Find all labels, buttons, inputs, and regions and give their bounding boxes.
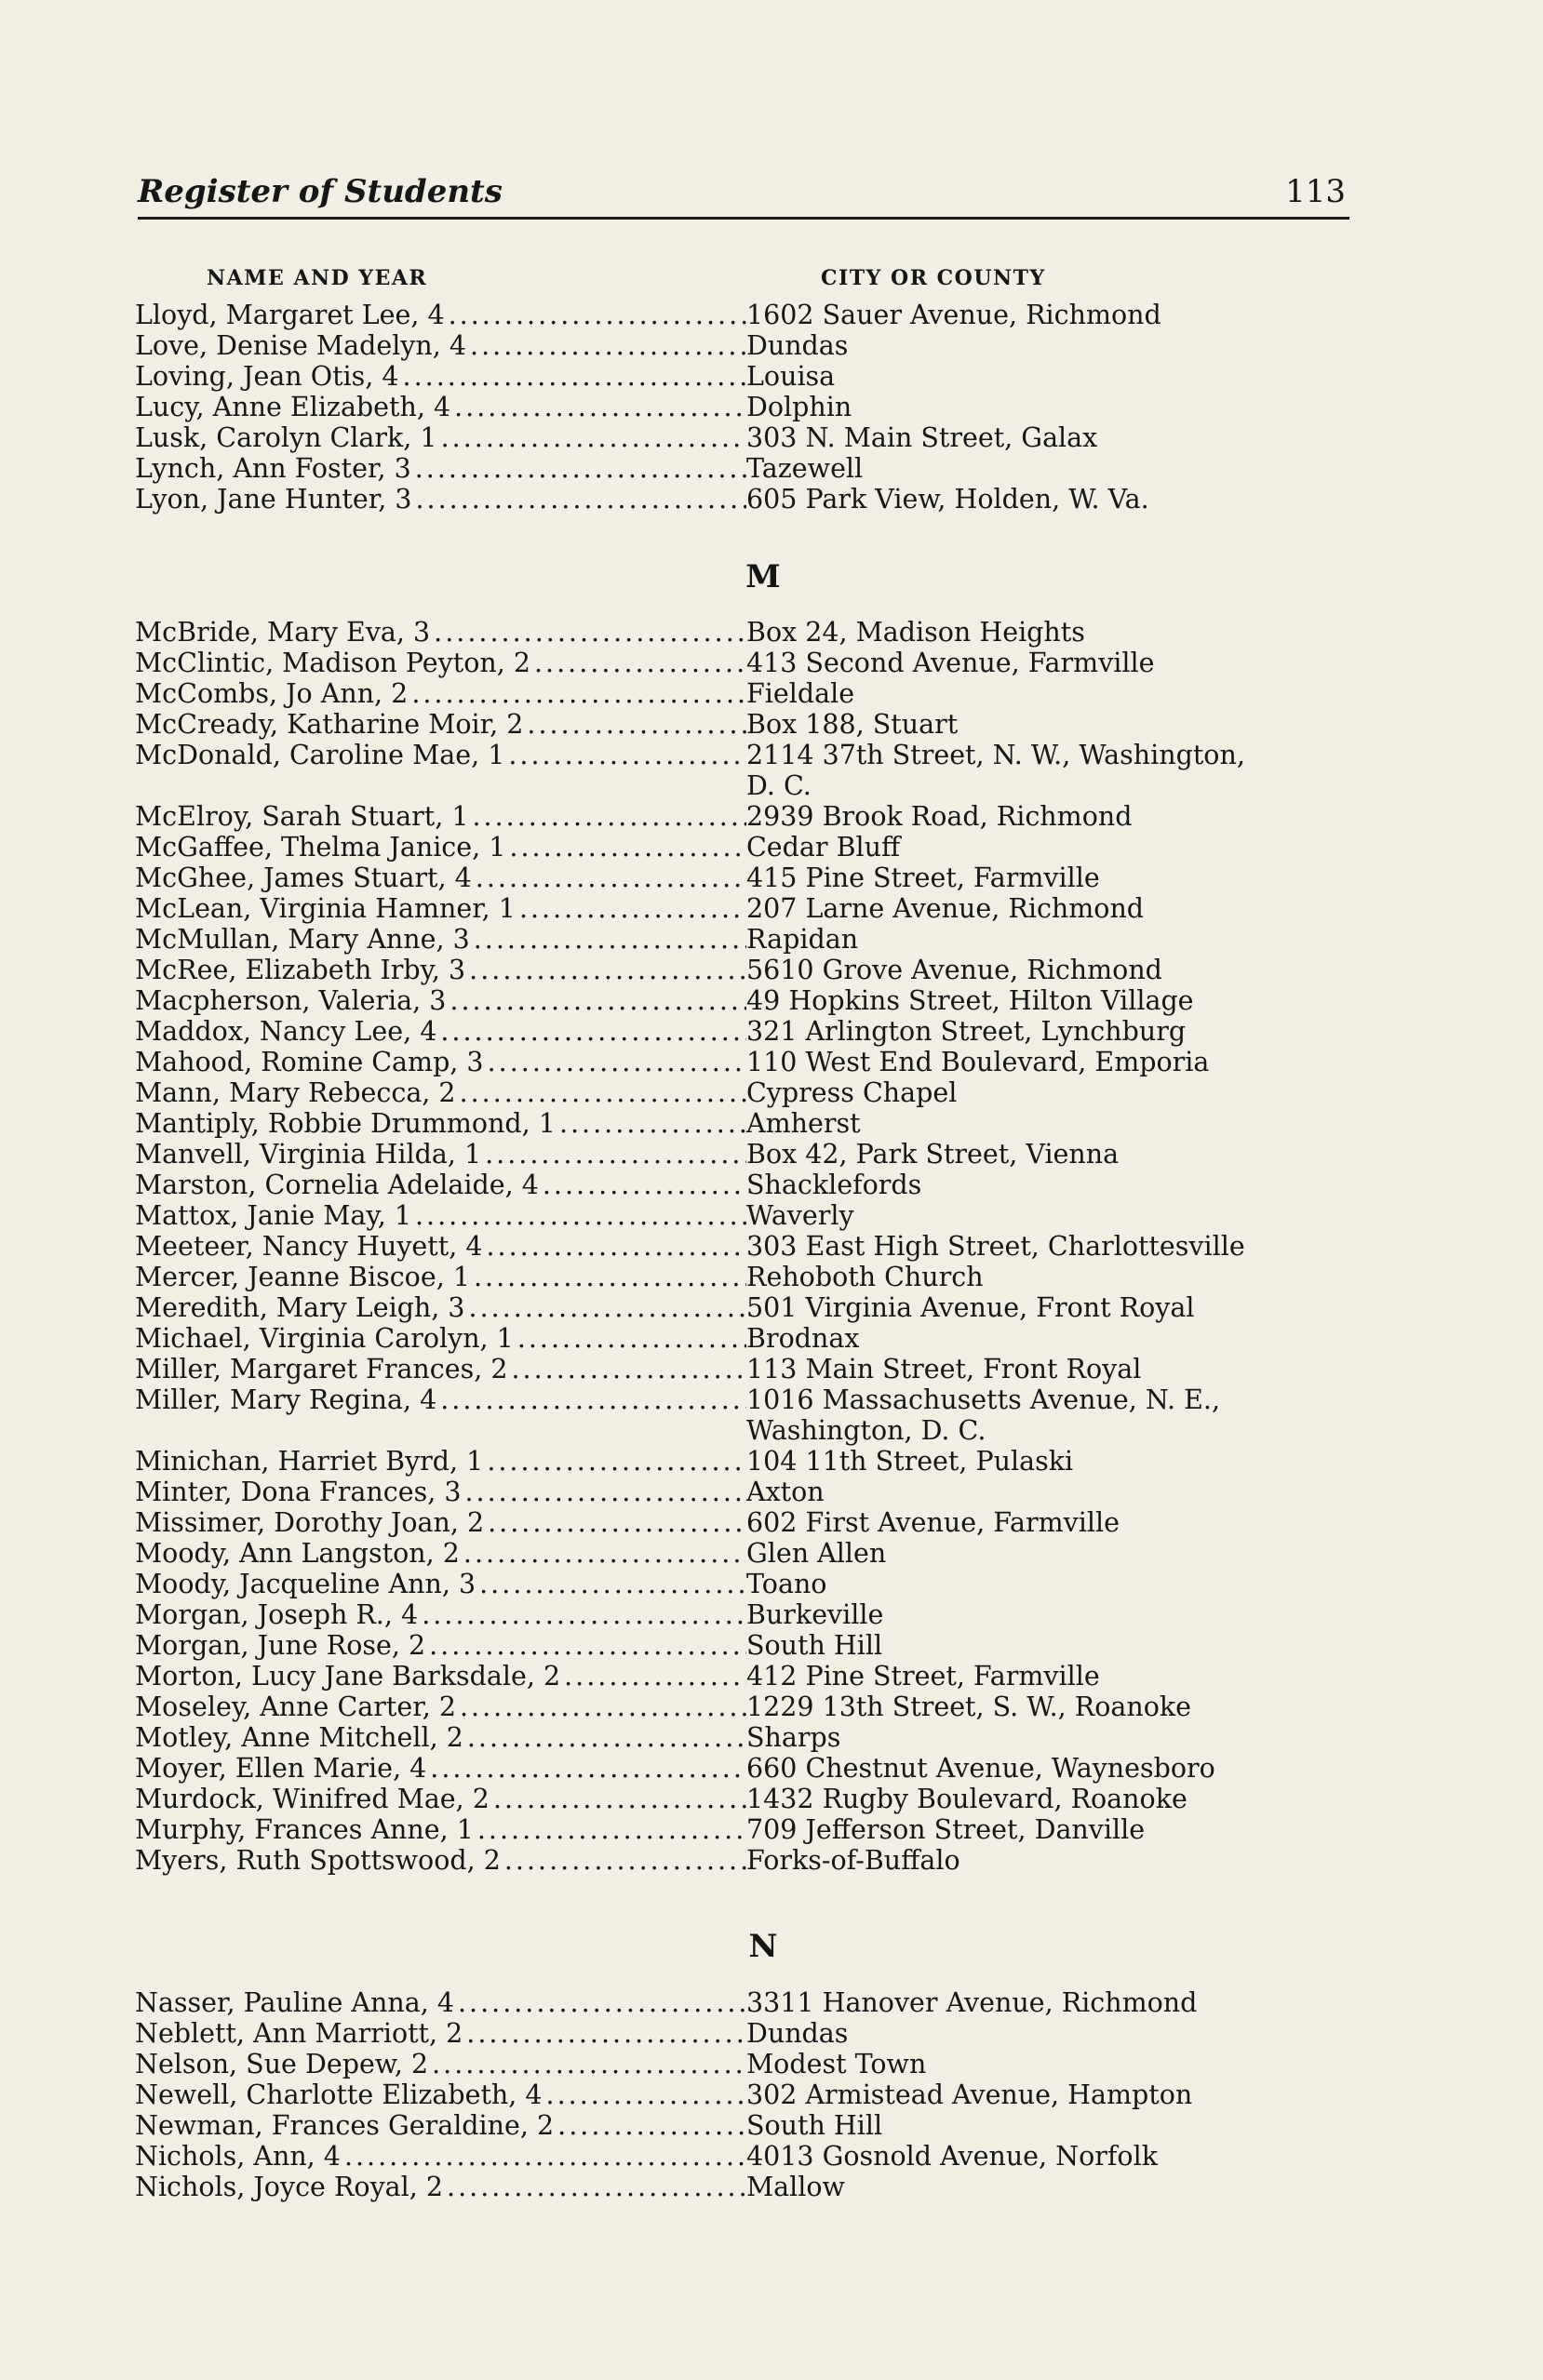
entry-name-cell <box>135 955 746 985</box>
student-location: Toano <box>746 1569 827 1599</box>
student-location: Forks-of-Buffalo <box>746 1845 960 1876</box>
entry-row <box>135 862 1382 893</box>
entry-name-cell <box>135 1047 746 1077</box>
student-name-year: Murdock, Winifred Mae, 2 <box>135 1784 490 1814</box>
column-header-name: NAME AND YEAR <box>207 266 428 290</box>
entry-row <box>135 1108 1382 1139</box>
entry-row <box>135 1262 1382 1292</box>
entry-row <box>135 330 1382 361</box>
student-name-year: Marston, Cornelia Adelaide, 4 <box>135 1170 539 1200</box>
student-name-year: Lynch, Ann Foster, 3 <box>135 453 411 484</box>
entry-row <box>135 1477 1382 1507</box>
entry-name-cell <box>135 392 746 422</box>
entry-row <box>135 1323 1382 1354</box>
entry-row <box>135 1507 1382 1538</box>
student-name-year: Mattox, Janie May, 1 <box>135 1200 411 1231</box>
entry-name-cell <box>135 1538 746 1569</box>
student-name-year: Moyer, Ellen Marie, 4 <box>135 1753 427 1784</box>
entry-row <box>135 1691 1382 1722</box>
entry-row <box>135 2049 1382 2079</box>
student-name-year: Lucy, Anne Elizabeth, 4 <box>135 392 451 422</box>
entry-name-cell <box>135 1569 746 1599</box>
entry-name-cell <box>135 648 746 678</box>
entry-row <box>135 709 1382 740</box>
student-name-year: Lyon, Jane Hunter, 3 <box>135 484 412 515</box>
entry-name-cell <box>135 1384 746 1415</box>
student-location: 303 N. Main Street, Galax <box>746 422 1098 453</box>
student-location: Axton <box>746 1477 825 1507</box>
student-location: 113 Main Street, Front Royal <box>746 1354 1142 1384</box>
student-name-year: Newell, Charlotte Elizabeth, 4 <box>135 2079 543 2110</box>
entry-name-cell <box>135 2172 746 2202</box>
entry-name-cell <box>135 617 746 648</box>
student-location: Modest Town <box>746 2049 927 2079</box>
entry-name-cell <box>135 1292 746 1323</box>
entry-row <box>135 1446 1382 1477</box>
entry-row <box>135 1630 1382 1661</box>
entry-row <box>135 1200 1382 1231</box>
entry-row <box>135 361 1382 392</box>
student-location: Waverly <box>746 1200 854 1231</box>
page-number: 113 <box>1285 173 1346 210</box>
entry-name-cell <box>135 1262 746 1292</box>
student-location: 1602 Sauer Avenue, Richmond <box>746 300 1161 330</box>
student-name-year: Morton, Lucy Jane Barksdale, 2 <box>135 1661 561 1691</box>
student-name-year: Nichols, Ann, 4 <box>135 2141 341 2172</box>
entry-name-cell <box>135 1108 746 1139</box>
entry-row <box>135 1722 1382 1753</box>
student-name-year: McElroy, Sarah Stuart, 1 <box>135 801 469 832</box>
entry-name-cell <box>135 832 746 862</box>
entry-name-cell <box>135 2018 746 2049</box>
student-name-year: Murphy, Frances Anne, 1 <box>135 1814 474 1845</box>
entry-name-cell <box>135 1170 746 1200</box>
student-location: 602 First Avenue, Farmville <box>746 1507 1120 1538</box>
student-name-year: Miller, Margaret Frances, 2 <box>135 1354 508 1384</box>
entry-row <box>135 392 1382 422</box>
student-location: Amherst <box>746 1108 861 1139</box>
entry-row <box>135 1292 1382 1323</box>
entry-name-cell <box>135 801 746 832</box>
entry-row <box>135 1538 1382 1569</box>
entry-name-cell <box>135 1599 746 1630</box>
student-name-year: Neblett, Ann Marriott, 2 <box>135 2018 463 2049</box>
entry-row <box>135 832 1382 862</box>
entry-name-cell <box>135 1507 746 1538</box>
entry-name-cell <box>135 300 746 330</box>
entry-name-cell <box>135 2049 746 2079</box>
student-location: 2939 Brook Road, Richmond <box>746 801 1133 832</box>
entry-name-cell <box>135 1077 746 1108</box>
student-location: Mallow <box>746 2172 845 2202</box>
student-name-year: Myers, Ruth Spottswood, 2 <box>135 1845 501 1876</box>
entry-row <box>135 2079 1382 2110</box>
student-location: Dolphin <box>746 392 852 422</box>
entry-name-cell <box>135 1231 746 1262</box>
entry-name-cell <box>135 453 746 484</box>
entry-name-cell <box>135 985 746 1016</box>
section-n-entries <box>135 1987 1382 2202</box>
entry-row <box>135 1753 1382 1784</box>
student-location: Rehoboth Church <box>746 1262 984 1292</box>
entry-row <box>135 1987 1382 2018</box>
student-location: Brodnax <box>746 1323 860 1354</box>
entry-row <box>135 1814 1382 1845</box>
entry-row <box>135 1599 1382 1630</box>
student-name-year: Mann, Mary Rebecca, 2 <box>135 1077 456 1108</box>
student-name-year: Maddox, Nancy Lee, 4 <box>135 1016 437 1047</box>
student-name-year: McClintic, Madison Peyton, 2 <box>135 648 530 678</box>
page-header <box>138 170 1349 220</box>
student-location: South Hill <box>746 1630 883 1661</box>
student-location: 2114 37th Street, N. W., Washington, D. C. <box>746 740 1245 801</box>
student-name-year: Nichols, Joyce Royal, 2 <box>135 2172 444 2202</box>
student-name-year: McBride, Mary Eva, 3 <box>135 617 431 648</box>
student-name-year: McMullan, Mary Anne, 3 <box>135 924 470 955</box>
student-location: 104 11th Street, Pulaski <box>746 1446 1074 1477</box>
student-name-year: Michael, Virginia Carolyn, 1 <box>135 1323 514 1354</box>
entry-name-cell <box>135 1691 746 1722</box>
student-name-year: Missimer, Dorothy Joan, 2 <box>135 1507 485 1538</box>
student-name-year: Nelson, Sue Depew, 2 <box>135 2049 429 2079</box>
student-location: Box 42, Park Street, Vienna <box>746 1139 1120 1170</box>
student-location: Sharps <box>746 1722 841 1753</box>
student-location: 1432 Rugby Boulevard, Roanoke <box>746 1784 1187 1814</box>
student-location: Shacklefords <box>746 1170 922 1200</box>
student-location: 605 Park View, Holden, W. Va. <box>746 484 1149 515</box>
student-name-year: McGaffee, Thelma Janice, 1 <box>135 832 506 862</box>
student-location: Tazewell <box>746 453 864 484</box>
entry-row <box>135 2018 1382 2049</box>
entry-name-cell <box>135 422 746 453</box>
entry-name-cell <box>135 361 746 392</box>
entry-name-cell <box>135 1446 746 1477</box>
entry-row <box>135 1354 1382 1384</box>
entry-row <box>135 1016 1382 1047</box>
entry-row <box>135 740 1382 801</box>
entry-name-cell <box>135 924 746 955</box>
entry-name-cell <box>135 1200 746 1231</box>
student-location: 4013 Gosnold Avenue, Norfolk <box>746 2141 1158 2172</box>
student-location: Louisa <box>746 361 836 392</box>
entry-name-cell <box>135 1477 746 1507</box>
student-name-year: Meredith, Mary Leigh, 3 <box>135 1292 465 1323</box>
student-location: Box 188, Stuart <box>746 709 959 740</box>
student-name-year: McRee, Elizabeth Irby, 3 <box>135 955 466 985</box>
student-name-year: Lloyd, Margaret Lee, 4 <box>135 300 445 330</box>
student-name-year: Morgan, Joseph R., 4 <box>135 1599 419 1630</box>
entry-row <box>135 801 1382 832</box>
entry-row <box>135 1231 1382 1262</box>
student-location: 413 Second Avenue, Farmville <box>746 648 1155 678</box>
entry-row <box>135 1384 1382 1446</box>
entry-name-cell <box>135 1354 746 1384</box>
entry-name-cell <box>135 1139 746 1170</box>
student-location: 1016 Massachusetts Avenue, N. E., Washington, D. C. <box>746 1384 1221 1446</box>
student-location: 501 Virginia Avenue, Front Royal <box>746 1292 1195 1323</box>
entry-name-cell <box>135 2141 746 2172</box>
entry-row <box>135 2172 1382 2202</box>
column-header-location: CITY OR COUNTY <box>821 266 1046 290</box>
entry-name-cell <box>135 862 746 893</box>
entry-row <box>135 1661 1382 1691</box>
section-m-entries <box>135 617 1382 1876</box>
entry-row <box>135 924 1382 955</box>
section-l-entries <box>135 300 1382 515</box>
entry-name-cell <box>135 1630 746 1661</box>
student-location: Glen Allen <box>746 1538 887 1569</box>
entry-name-cell <box>135 1845 746 1876</box>
student-name-year: Moody, Ann Langston, 2 <box>135 1538 460 1569</box>
student-location: Fieldale <box>746 678 855 709</box>
student-location: Dundas <box>746 330 849 361</box>
entry-name-cell <box>135 1814 746 1845</box>
entry-name-cell <box>135 1016 746 1047</box>
entry-name-cell <box>135 2110 746 2141</box>
entry-row <box>135 2110 1382 2141</box>
student-name-year: Newman, Frances Geraldine, 2 <box>135 2110 555 2141</box>
entry-row <box>135 1077 1382 1108</box>
entry-name-cell <box>135 1323 746 1354</box>
student-name-year: Motley, Anne Mitchell, 2 <box>135 1722 463 1753</box>
entry-row <box>135 484 1382 515</box>
student-location: 415 Pine Street, Farmville <box>746 862 1100 893</box>
entry-row <box>135 1170 1382 1200</box>
entry-name-cell <box>135 893 746 924</box>
student-location: 709 Jefferson Street, Danville <box>746 1814 1146 1845</box>
student-location: 303 East High Street, Charlottesville <box>746 1231 1245 1262</box>
entry-name-cell <box>135 1784 746 1814</box>
student-location: Dundas <box>746 2018 849 2049</box>
entry-name-cell <box>135 678 746 709</box>
entry-row <box>135 1569 1382 1599</box>
entry-row <box>135 648 1382 678</box>
student-location: 302 Armistead Avenue, Hampton <box>746 2079 1193 2110</box>
student-location: Cypress Chapel <box>746 1077 958 1108</box>
student-name-year: McGhee, James Stuart, 4 <box>135 862 472 893</box>
entry-row <box>135 453 1382 484</box>
student-name-year: Mantiply, Robbie Drummond, 1 <box>135 1108 556 1139</box>
entry-name-cell <box>135 1722 746 1753</box>
entry-name-cell <box>135 740 746 770</box>
student-location: 49 Hopkins Street, Hilton Village <box>746 985 1194 1016</box>
student-name-year: McCready, Katharine Moir, 2 <box>135 709 524 740</box>
student-location: 3311 Hanover Avenue, Richmond <box>746 1987 1198 2018</box>
student-location: 1229 13th Street, S. W., Roanoke <box>746 1691 1192 1722</box>
entry-name-cell <box>135 2079 746 2110</box>
entry-row <box>135 1784 1382 1814</box>
student-location: 660 Chestnut Avenue, Waynesboro <box>746 1753 1215 1784</box>
student-location: 207 Larne Avenue, Richmond <box>746 893 1145 924</box>
student-location: Burkeville <box>746 1599 884 1630</box>
entry-row <box>135 678 1382 709</box>
student-name-year: Moseley, Anne Carter, 2 <box>135 1691 456 1722</box>
student-name-year: Moody, Jacqueline Ann, 3 <box>135 1569 476 1599</box>
student-name-year: Macpherson, Valeria, 3 <box>135 985 447 1016</box>
entry-row <box>135 2141 1382 2172</box>
student-name-year: Nasser, Pauline Anna, 4 <box>135 1987 454 2018</box>
entry-row <box>135 955 1382 985</box>
student-location: 412 Pine Street, Farmville <box>746 1661 1100 1691</box>
entry-name-cell <box>135 709 746 740</box>
student-name-year: McDonald, Caroline Mae, 1 <box>135 740 505 770</box>
student-location: 110 West End Boulevard, Emporia <box>746 1047 1210 1077</box>
entry-row <box>135 1139 1382 1170</box>
entry-row <box>135 985 1382 1016</box>
entry-row <box>135 1047 1382 1077</box>
student-name-year: Meeteer, Nancy Huyett, 4 <box>135 1231 483 1262</box>
entry-row <box>135 300 1382 330</box>
student-location: Rapidan <box>746 924 859 955</box>
student-name-year: Lusk, Carolyn Clark, 1 <box>135 422 437 453</box>
entry-name-cell <box>135 330 746 361</box>
student-location: 5610 Grove Avenue, Richmond <box>746 955 1162 985</box>
student-name-year: McCombs, Jo Ann, 2 <box>135 678 409 709</box>
entry-row <box>135 422 1382 453</box>
student-location: 321 Arlington Street, Lynchburg <box>746 1016 1187 1047</box>
entry-row <box>135 1845 1382 1876</box>
entry-name-cell <box>135 1987 746 2018</box>
running-title: Register of Students <box>138 173 503 210</box>
entry-name-cell <box>135 1661 746 1691</box>
entry-name-cell <box>135 1753 746 1784</box>
entry-row <box>135 617 1382 648</box>
student-name-year: Manvell, Virginia Hilda, 1 <box>135 1139 482 1170</box>
section-letter-m: M <box>745 558 781 595</box>
section-letter-n: N <box>748 1928 778 1965</box>
student-name-year: Miller, Mary Regina, 4 <box>135 1384 437 1415</box>
student-location: Cedar Bluff <box>746 832 901 862</box>
student-name-year: Mercer, Jeanne Biscoe, 1 <box>135 1262 470 1292</box>
student-name-year: Minichan, Harriet Byrd, 1 <box>135 1446 484 1477</box>
student-name-year: Minter, Dona Frances, 3 <box>135 1477 462 1507</box>
entry-row <box>135 893 1382 924</box>
student-location: Box 24, Madison Heights <box>746 617 1085 648</box>
student-name-year: Morgan, June Rose, 2 <box>135 1630 426 1661</box>
student-name-year: Mahood, Romine Camp, 3 <box>135 1047 484 1077</box>
student-name-year: Loving, Jean Otis, 4 <box>135 361 399 392</box>
student-name-year: Love, Denise Madelyn, 4 <box>135 330 467 361</box>
student-location: South Hill <box>746 2110 883 2141</box>
entry-name-cell <box>135 484 746 515</box>
student-name-year: McLean, Virginia Hamner, 1 <box>135 893 516 924</box>
